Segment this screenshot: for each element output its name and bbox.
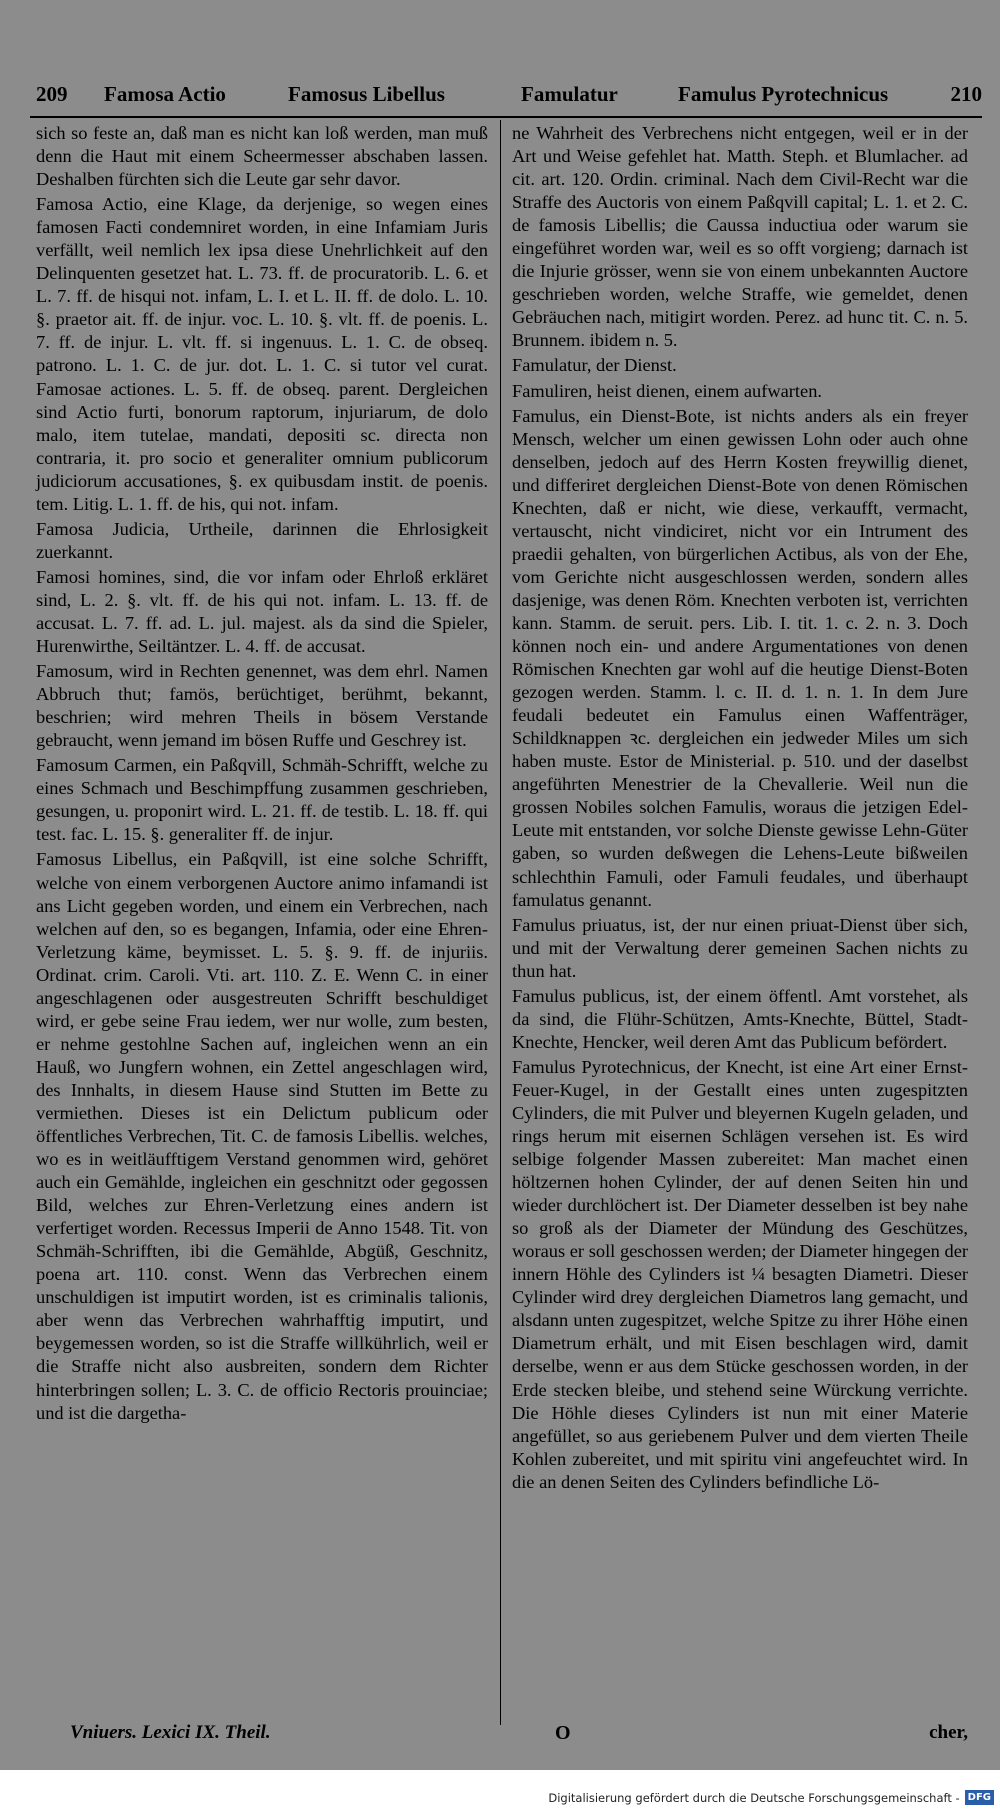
right-entry: Famulatur, der Dienst. — [512, 355, 677, 376]
header-title-1: Famosa Actio — [104, 82, 226, 106]
credit-text: Digitalisierung gefördert durch die Deutsche Forschungsgemeinschaft - — [548, 1790, 960, 1805]
left-entry: Famosus Libellus, ein Paßqvill, ist eine solche Schrifft, welche von einem verborgenen Auctore animo infamandi ist ans Licht gegeben worden, und einem ein Verbrechen, nach welchen auf den, so es begangen, Infamia, oder eine Ehren-Verletzung käme, beymisset. L. 5. §. 9. ff. de injuriis. Ordinat. crim. Caroli. Vti. art. 110. Z. E. Wenn C. in einer angeschlagenen oder ausgestreuten Schrifft beschuldiget wird, er gebe seine Frau iedem, wer nur wolle, zum besten, er nehme gestohlne Sachen auf, ingleichen wenn an ein Hauß, wo Jungfern wohnen, ein Zettel angeschlagen wird, des Innhalts, in diesem Hause sind Stutten im Bette zu vermiethen. Dieses ist ein Delictum publicum oder öffentliches Verbrechen, Tit. C. de famosis Libellis. welches, wo es in weitläufftigem Verstand genommen wird, gehöret auch ein Gemählde, ingleichen ein geschnitzt oder gegossen Bild, welches zur Ehren-Verletzung eines andern ist verfertiget worden. Recessus Imperii de Anno 1548. Tit. von Schmäh-Schrifften, ibi die Gemählde, Abgüß, Geschnitz, poena art. 110. const. Wenn das Verbrechen einem unschuldigen ist imputirt worden, ist es criminalis talionis, aber wenn das Verbrechen wahrhafftig imputirt, und beygemessen worden, so ist die Straffe willkührlich, weil er die Straffe nicht also ausbreiten, sondern dem Richter hinterbringen sollen; L. 3. C. de officio Rectoris prouinciae; und ist die dargetha- — [36, 849, 488, 1423]
signature-line: Vniuers. Lexici IX. Theil. — [70, 1722, 271, 1743]
header-title-3: Famulatur — [521, 82, 618, 106]
left-entry: Famosa Judicia, Urtheile, darinnen die Ehrlosigkeit zuerkannt. — [36, 518, 488, 562]
digitization-credit — [548, 1790, 994, 1805]
right-entry: Famuliren, heist dienen, einem aufwarten. — [512, 380, 822, 401]
dfg-logo: DFG — [965, 1790, 994, 1805]
right-entry: Famulus publicus, ist, der einem öffentl. Amt vorstehet, als da sind, die Flühr-Schützen, Amts-Knechte, Büttel, Stadt-Knechte, Hencker, weil deren Amt das Publicum befördert. — [512, 985, 968, 1052]
sheet-mark: O — [555, 1722, 571, 1744]
left-entry: Famosum, wird in Rechten genennet, was dem ehrl. Namen Abbruch thut; famös, berüchtiget, berühmt, bekannt, beschrien; wird mehren Theils in bösem Verstande gebraucht, wenn jemand im bösen Ruffe und Geschrey ist. — [36, 661, 488, 751]
left-entry: Famosa Actio, eine Klage, da derjenige, so wegen eines famosen Facti condemniret worden, in eine Infamiam Juris verfällt, weil nemlich lex ipsa diese Unehrlichkeit auf den Delinquenten gesetzet hat. L. 73. ff. de procuratorib. L. 6. et L. 7. ff. de hisqui not. infam, L. I. et L. II. ff. de dolo. L. 10. §. praetor ait. ff. de injur. voc. L. 10. §. vlt. ff. de poenis. L. 7. ff. de injur. L. vlt. ff. si ingenuus. L. 1. C. de obseq. patrono. L. 1. C. de jur. dot. L. 1. C. si tutor vel curat. Famosae actiones. L. 5. ff. de obseq. parent. Dergleichen sind Actio furti, bonorum raptorum, injuriarum, de dolo malo, item tutelae, mandati, depositi sc. directa non contraria, it. pro socio et generaliter omnium publicorum judiciorum accusationes, §. ex quibusdam instit. de poenis. tem. Litig. L. 1. ff. de his, qui not. infam. — [36, 194, 488, 514]
right-entry: Famulus priuatus, ist, der nur einen priuat-Dienst über sich, und mit der Verwaltung derer gemeinen Sachen nichts zu thun hat. — [512, 914, 968, 981]
header-title-4: Famulus Pyrotechnicus — [678, 82, 889, 106]
right-entry: ne Wahrheit des Verbrechens nicht entgegen, weil er in der Art und Weise gefehlet hat. Matth. Steph. et Blumlacher. ad cit. art. 120. Ordin. criminal. Nach dem Civil-Recht war die Straffe des Auctoris von einem Paßqvill capital; L. 1. et 2. C. de famosis Libellis; die Caussa inductiua oder warum sie eingeführet worden war, weil es so offt vorgieng; darnach ist die Injurie grösser, wenn sie von einem unbekannten Auctore geschrieben worden, welche Straffe, wie gemeldet, denen Gebräuchen nach, mitigirt worden. Perez. ad hunc tit. C. n. 5. Brunnem. ibidem n. 5. — [512, 123, 968, 351]
page-number-right: 210 — [950, 82, 982, 106]
left-column — [36, 122, 488, 1425]
header-rule — [30, 116, 982, 118]
page-number-left: 209 — [36, 82, 68, 106]
left-entry: Famosi homines, sind, die vor infam oder Ehrloß erkläret sind, L. 2. §. vlt. ff. de his qui not. infam. L. 13. ff. de accusat. L. 7. ff. ad. L. jul. majest. als da sind die Spieler, Hurenwirthe, Seiltäntzer. L. 4. ff. de accusat. — [36, 566, 488, 657]
header-title-2: Famosus Libellus — [288, 82, 445, 106]
left-entry: sich so feste an, daß man es nicht kan loß werden, man muß denn die Haut mit einem Scheermesser abschaben lassen. Deshalben fürchten sich die Leute gar sehr davor. — [36, 123, 488, 190]
right-entry: Famulus Pyrotechnicus, der Knecht, ist eine Art einer Ernst-Feuer-Kugel, in der Gestallt eines unten zugespitzten Cylinders, die mit Pulver und bleyernen Kugeln geladen, und rings herum mit eisernen Schlägen versehen ist. Es wird selbige folgender Massen zubereitet: Man machet einen höltzernen hohen Cylinder, der auf denen Seiten hin und wieder durchlöchert ist. Der Diameter desselben ist bey nahe so groß als der Diameter der Mündung des Geschützes, woraus er soll geschossen werden; der Diameter hingegen der innern Höhle des Cylinders ist ¼ besagten Diametri. Dieser Cylinder wird drey dergleichen Diametros lang gemacht, und alsdann unten zugespitzet, welche Spitze zu ihrer Höhe einen Diametrum erhält, und mit Eisen beschlagen wird, damit derselbe, wenn er aus dem Stücke geschossen worden, in der Erde stecken bleibe, und stehend seine Würckung verrichte. Die Höhle dieses Cylinders ist nun mit einer Materie angefüllet, so aus geriebenem Pulver und dem vierten Theile Kohlen zubereitet, und mit spiritu vini angefeuchtet wird. In die an denen Seiten des Cylinders befindliche Lö- — [512, 1056, 968, 1492]
right-entry: Famulus, ein Dienst-Bote, ist nichts anders als ein freyer Mensch, welcher um einen gewissen Lohn oder auch ohne denselben, jedoch auf des Herrn Kosten freywillig dienet, und differiret dergleichen Dienst-Bote von denen Römischen Knechten, daß er nicht, wie diese, verkaufft, vermacht, vertauscht, nicht vindiciret, nicht vor ein Intrument des praedii gehalten, von bürgerlichen Actibus, als von der Ehe, vom Gerichte nicht ausgeschlossen werden, sondern alles dasjenige, was denen Röm. Knechten verboten ist, verrichten kann. Stamm. de seruit. pers. Lib. I. tit. 1. c. 2. n. 3. Doch können noch ein- und andere Argumentationes von denen Römischen Knechten gar wohl auf die heutige Dienst-Boten gezogen werden. Stamm. l. c. II. d. 1. n. 1. In dem Jure feudali bedeutet ein Famulus einen Waffenträger, Schildknappen ꝛc. dergleichen ein jedweder Miles um sich haben muste. Estor de Ministerial. p. 510. und der daselbst angeführten Menestrier de la Chevallerie. Weil nun die grossen Nobiles solchen Famulis, woraus die jetzigen Edel-Leute mit entstanden, vor solche Dienste gewisse Lehn-Güter gaben, so wurden deßwegen die Lehens-Leute bißweilen schlechthin Famuli, oder Famuli feudales, und überhaupt famulatus genannt. — [512, 405, 968, 910]
running-header — [36, 82, 982, 116]
left-entry: Famosum Carmen, ein Paßqvill, Schmäh-Schrifft, welche zu eines Schmach und Beschimpffung zusammen geschrieben, gesungen, u. proponirt wird. L. 21. ff. de testib. L. 18. ff. qui test. fac. L. 15. §. generaliter ff. de injur. — [36, 755, 488, 845]
column-divider — [500, 120, 501, 1725]
right-column — [512, 122, 968, 1494]
catchword: cher, — [929, 1722, 968, 1743]
